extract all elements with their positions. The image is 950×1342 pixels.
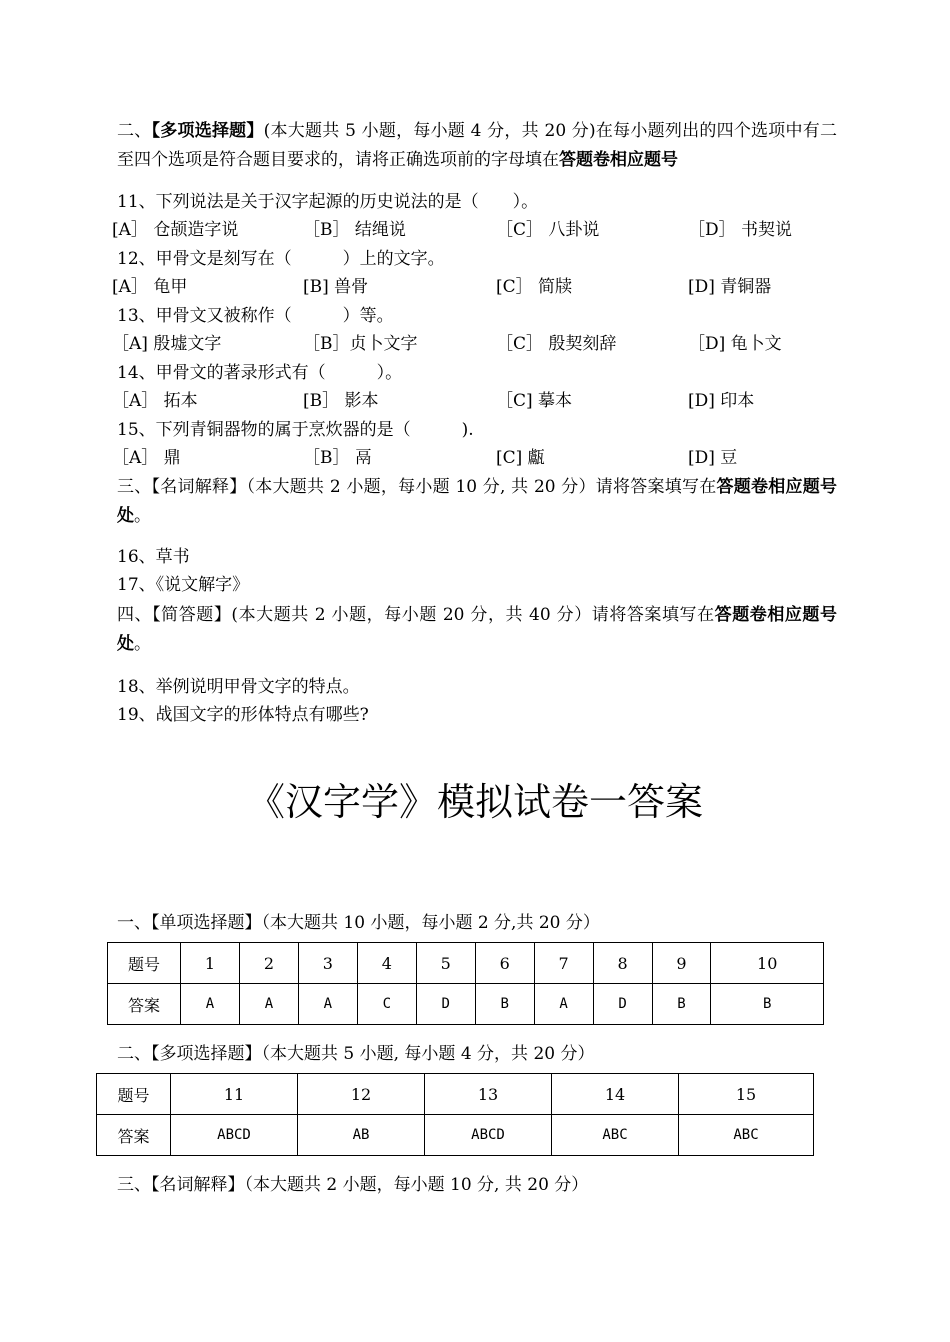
table-cell: A xyxy=(239,984,298,1025)
section-number: 二、 xyxy=(117,121,152,141)
table-cell: 6 xyxy=(475,943,534,984)
section-bold-note: 答题卷相应题号处 xyxy=(117,605,837,654)
question-16: 16、草书 xyxy=(117,547,190,567)
answer-section-1-heading: 一、【单项选择题】（本大题共 10 小题，每小题 2 分,共 20 分） xyxy=(117,913,600,933)
section-2-instructions xyxy=(117,117,837,175)
option-c: [C］ 简牍 xyxy=(496,277,573,297)
option-a: ［A］ 拓本 xyxy=(112,391,198,411)
question-stem: 15、下列青铜器物的属于烹炊器的是（ ). xyxy=(117,420,474,440)
row-label: 答案 xyxy=(108,984,181,1025)
question-stem: 11、下列说法是关于汉字起源的历史说法的是（ ）。 xyxy=(117,192,539,212)
option-b: ［B］ 结绳说 xyxy=(303,220,406,240)
answer-table-1 xyxy=(107,942,824,1025)
table-cell: 7 xyxy=(534,943,593,984)
question-17: 17、《说文解字》 xyxy=(117,575,250,595)
table-cell: ABC xyxy=(679,1115,814,1156)
table-cell: 8 xyxy=(593,943,652,984)
answer-title: 《汉字学》模拟试卷一答案 xyxy=(246,780,703,824)
table-cell: D xyxy=(416,984,475,1025)
option-d: ［D］ 书契说 xyxy=(688,220,793,240)
table-cell: D xyxy=(593,984,652,1025)
table-row xyxy=(97,1115,814,1156)
table-cell: ABCD xyxy=(171,1115,298,1156)
option-d: [D] 印本 xyxy=(688,391,755,411)
row-label: 题号 xyxy=(97,1074,171,1115)
section-desc: 三、【名词解释】（本大题共 2 小题，每小题 10 分, 共 20 分）请将答案填写在 xyxy=(117,477,717,497)
question-18: 18、举例说明甲骨文字的特点。 xyxy=(117,677,360,697)
table-row xyxy=(108,984,824,1025)
option-b: ［B］贞卜文字 xyxy=(303,334,418,354)
table-cell: 11 xyxy=(171,1074,298,1115)
table-cell: 14 xyxy=(552,1074,679,1115)
table-cell: 1 xyxy=(181,943,240,984)
section-bold-note: 答题卷相应题号处 xyxy=(117,477,838,526)
option-a: [A］ 仓颉造字说 xyxy=(112,220,239,240)
section-4-instructions xyxy=(117,601,837,659)
table-cell: 5 xyxy=(416,943,475,984)
table-cell: ABC xyxy=(552,1115,679,1156)
option-d: ［D] 龟卜文 xyxy=(688,334,782,354)
question-stem: 12、甲骨文是刻写在（ ）上的文字。 xyxy=(117,249,445,269)
section-desc: 四、【简答题】(本大题共 2 小题，每小题 20 分，共 40 分）请将答案填写在 xyxy=(117,605,715,625)
table-cell: 10 xyxy=(711,943,824,984)
table-cell: B xyxy=(652,984,711,1025)
option-d: [D] 青铜器 xyxy=(688,277,772,297)
table-cell: 13 xyxy=(425,1074,552,1115)
option-c: ［C］ 殷契刻辞 xyxy=(496,334,617,354)
row-label: 答案 xyxy=(97,1115,171,1156)
option-a: ［A］ 鼎 xyxy=(112,448,181,468)
section-3-instructions xyxy=(117,473,837,531)
option-a: [A］ 龟甲 xyxy=(112,277,188,297)
table-cell: 4 xyxy=(357,943,416,984)
answer-table-2 xyxy=(96,1073,814,1156)
question-19: 19、战国文字的形体特点有哪些? xyxy=(117,705,369,725)
table-cell: A xyxy=(298,984,357,1025)
option-c: [C] 甗 xyxy=(496,448,545,468)
table-cell: ABCD xyxy=(425,1115,552,1156)
table-row xyxy=(97,1074,814,1115)
table-cell: B xyxy=(711,984,824,1025)
table-cell: A xyxy=(534,984,593,1025)
table-cell: B xyxy=(475,984,534,1025)
option-a: ［A] 殷墟文字 xyxy=(112,334,222,354)
section-bold-note: 答题卷相应题号 xyxy=(559,150,678,170)
table-cell: 15 xyxy=(679,1074,814,1115)
table-cell: A xyxy=(181,984,240,1025)
table-cell: AB xyxy=(298,1115,425,1156)
option-c: ［C] 摹本 xyxy=(496,391,573,411)
table-row xyxy=(108,943,824,984)
table-cell: C xyxy=(357,984,416,1025)
punctuation: 。 xyxy=(134,506,151,526)
option-d: [D] 豆 xyxy=(688,448,738,468)
answer-section-2-heading: 二、【多项选择题】（本大题共 5 小题, 每小题 4 分，共 20 分） xyxy=(117,1044,595,1064)
section-heading: 【多项选择题】 xyxy=(151,121,264,141)
option-b: [B］ 影本 xyxy=(303,391,379,411)
option-c: ［C］ 八卦说 xyxy=(496,220,600,240)
table-cell: 2 xyxy=(239,943,298,984)
option-b: [B] 兽骨 xyxy=(303,277,369,297)
option-b: ［B］ 鬲 xyxy=(303,448,372,468)
answer-section-3-heading: 三、【名词解释】（本大题共 2 小题，每小题 10 分, 共 20 分） xyxy=(117,1175,589,1195)
table-cell: 12 xyxy=(298,1074,425,1115)
table-cell: 9 xyxy=(652,943,711,984)
row-label: 题号 xyxy=(108,943,181,984)
table-cell: 3 xyxy=(298,943,357,984)
question-stem: 14、甲骨文的著录形式有（ ）。 xyxy=(117,363,403,383)
section-desc: (本大题共 5 小题，每小题 4 分，共 20 分)在每小题列出的四个选项中有二至四个选项是符合题目要求的，请将正确选项前的字母填在 xyxy=(117,121,838,170)
question-stem: 13、甲骨文又被称作（ ）等。 xyxy=(117,306,394,326)
punctuation: 。 xyxy=(134,634,151,654)
